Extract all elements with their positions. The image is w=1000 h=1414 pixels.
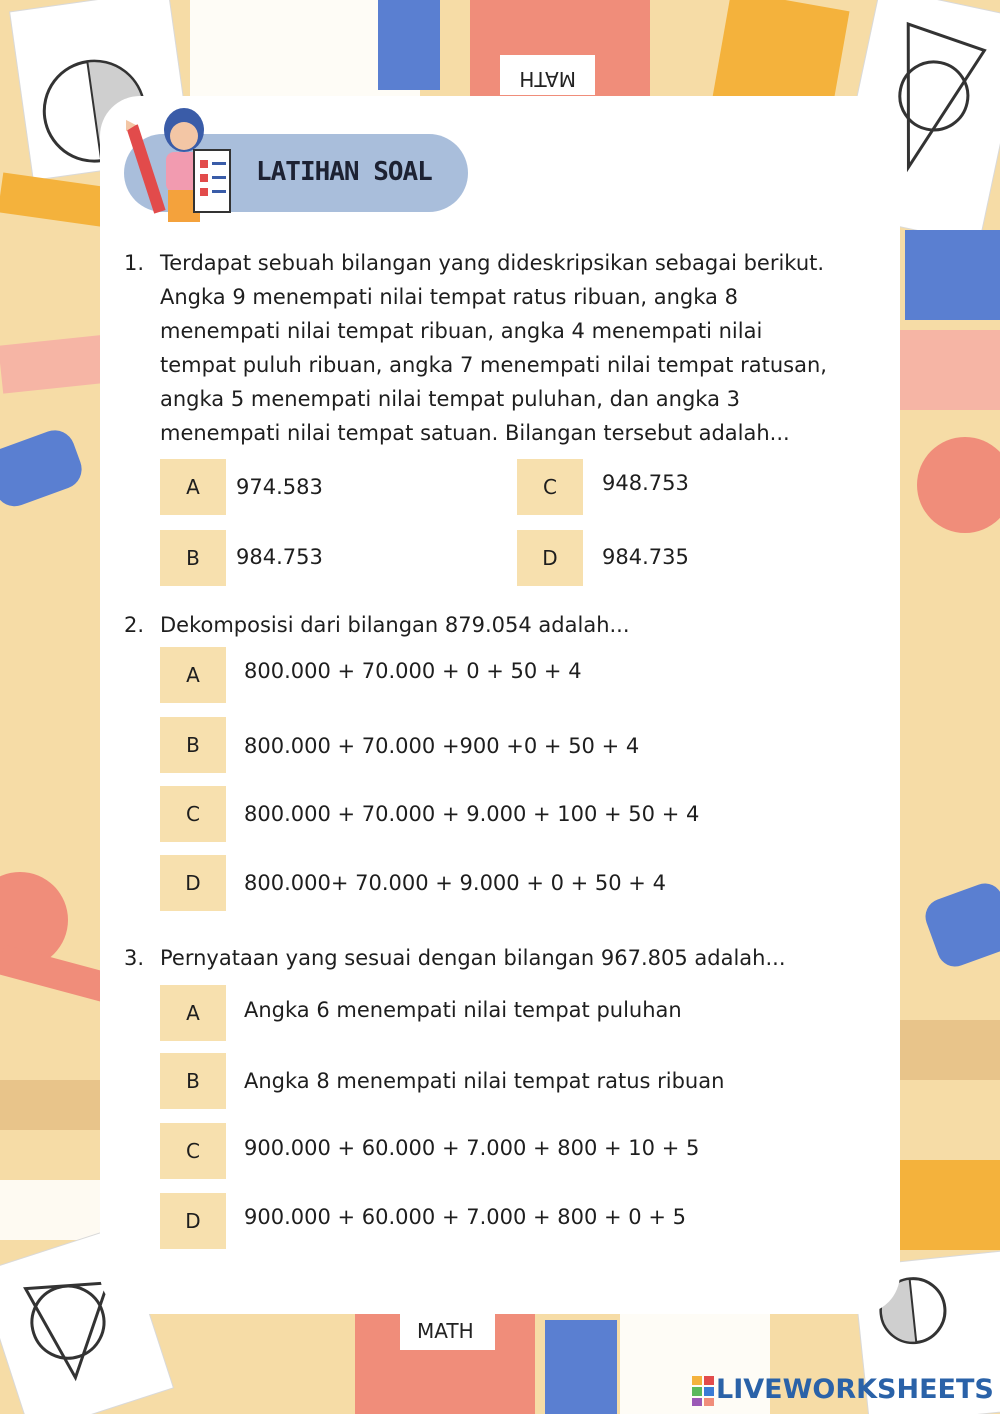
q1-option-a-text[interactable]: 974.583	[236, 475, 323, 499]
q2-option-c-letter[interactable]: C	[160, 786, 226, 842]
question-1-text	[160, 246, 872, 450]
question-2-number: 2.	[124, 613, 145, 637]
question-1-line: angka 5 menempati nilai tempat puluhan, dan angka 3	[160, 387, 740, 411]
q1-option-b-text[interactable]: 984.753	[236, 545, 323, 569]
q2-option-a-letter[interactable]: A	[160, 647, 226, 703]
student-with-pencil-illustration	[126, 104, 238, 226]
q2-option-d-text[interactable]: 800.000+ 70.000 + 9.000 + 0 + 50 + 4	[244, 871, 666, 895]
q1-option-b-letter[interactable]: B	[160, 530, 226, 586]
math-label-bottom: MATH	[417, 1319, 474, 1343]
q3-option-d-letter[interactable]: D	[160, 1193, 226, 1249]
liveworksheets-watermark: LIVEWORKSHEETS	[716, 1374, 994, 1405]
q2-option-c-text[interactable]: 800.000 + 70.000 + 9.000 + 100 + 50 + 4	[244, 802, 700, 826]
q3-option-b-letter[interactable]: B	[160, 1053, 226, 1109]
q1-option-c-text[interactable]: 948.753	[602, 471, 689, 495]
q1-option-d-text[interactable]: 984.735	[602, 545, 689, 569]
q2-option-b-letter[interactable]: B	[160, 717, 226, 773]
question-1-line: menempati nilai tempat ribuan, angka 4 menempati nilai	[160, 319, 763, 343]
q3-option-a-text[interactable]: Angka 6 menempati nilai tempat puluhan	[244, 998, 682, 1022]
q2-option-a-text[interactable]: 800.000 + 70.000 + 0 + 50 + 4	[244, 659, 582, 683]
q1-option-a-letter[interactable]: A	[160, 459, 226, 515]
question-3-number: 3.	[124, 946, 145, 970]
question-1-line: Terdapat sebuah bilangan yang dideskripsikan sebagai berikut.	[160, 251, 825, 275]
q3-option-b-text[interactable]: Angka 8 menempati nilai tempat ratus ribuan	[244, 1069, 725, 1093]
q1-option-d-letter[interactable]: D	[517, 530, 583, 586]
q3-option-c-text[interactable]: 900.000 + 60.000 + 7.000 + 800 + 10 + 5	[244, 1136, 700, 1160]
question-3-line: Pernyataan yang sesuai dengan bilangan 967.805 adalah...	[160, 946, 786, 970]
question-1-number: 1.	[124, 251, 145, 275]
q3-option-d-text[interactable]: 900.000 + 60.000 + 7.000 + 800 + 0 + 5	[244, 1205, 686, 1229]
q1-option-c-letter[interactable]: C	[517, 459, 583, 515]
q2-option-d-letter[interactable]: D	[160, 855, 226, 911]
question-1-line: menempati nilai tempat satuan. Bilangan tersebut adalah...	[160, 421, 790, 445]
question-3-text	[160, 941, 872, 975]
q3-option-c-letter[interactable]: C	[160, 1123, 226, 1179]
q3-option-a-letter[interactable]: A	[160, 985, 226, 1041]
question-1-line: tempat puluh ribuan, angka 7 menempati nilai tempat ratusan,	[160, 353, 827, 377]
question-2-line: Dekomposisi dari bilangan 879.054 adalah...	[160, 613, 630, 637]
math-label-top: MATH	[519, 67, 576, 91]
question-2-text	[160, 608, 872, 642]
page-title: LATIHAN SOAL	[256, 157, 432, 187]
question-1-line: Angka 9 menempati nilai tempat ratus ribuan, angka 8	[160, 285, 738, 309]
liveworksheets-logo-icon	[692, 1376, 714, 1406]
q2-option-b-text[interactable]: 800.000 + 70.000 +900 +0 + 50 + 4	[244, 734, 640, 758]
